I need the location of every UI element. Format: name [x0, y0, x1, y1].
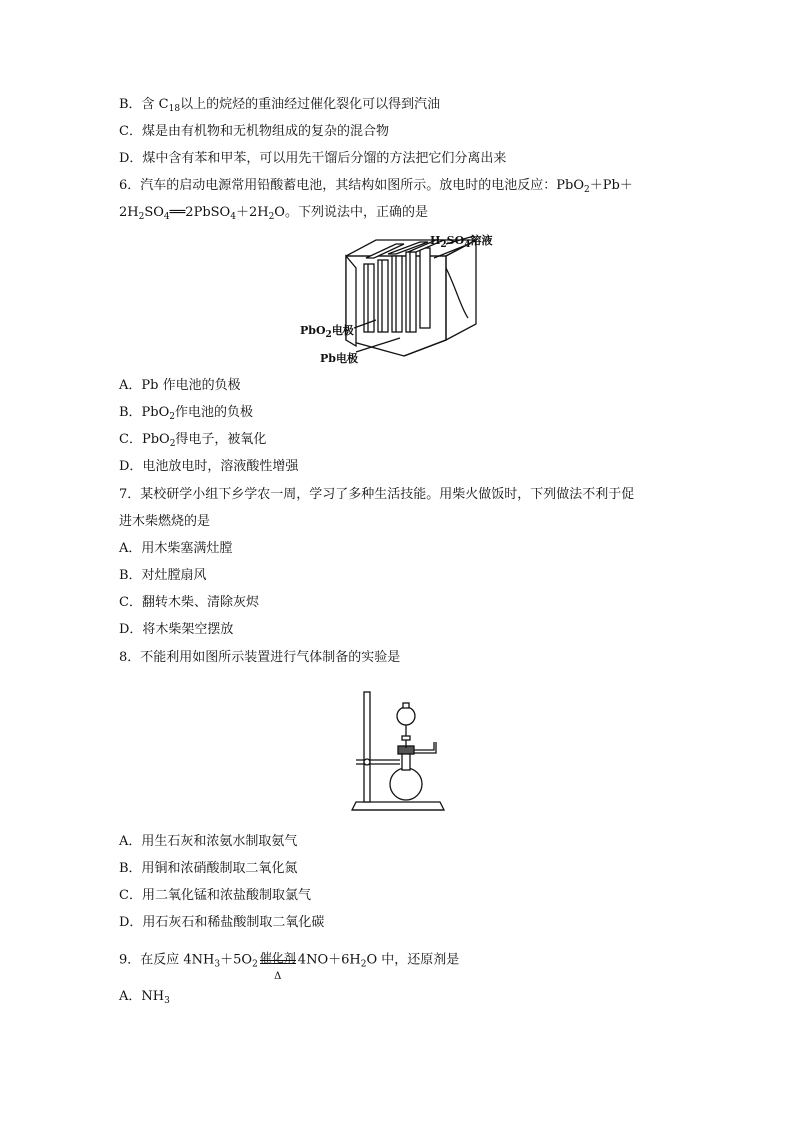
q6-stem2-c: ══2PbSO	[169, 205, 231, 220]
q6-stem2-sub2: 4	[163, 212, 170, 222]
q8-stem: 8．不能利用如图所示装置进行气体制备的实验是	[119, 650, 401, 665]
q5-option-d: D．煤中含有苯和甲苯，可以用先干馏后分馏的方法把它们分离出来	[119, 151, 507, 166]
q6-stem1-end: ＋Pb＋	[589, 178, 633, 193]
gas-apparatus-figure	[350, 688, 446, 816]
reaction-condition	[258, 945, 298, 982]
q8-option-c: C．用二氧化锰和浓盐酸制取氯气	[119, 888, 311, 903]
q5-option-c: C．煤是由有机物和无机物组成的复杂的混合物	[119, 124, 389, 139]
q9-sub1: 3	[214, 959, 221, 970]
q9-stem-b: ＋5O	[220, 952, 253, 968]
q7-stem-line2: 进木柴燃烧的是	[119, 514, 211, 529]
apparatus-drawing	[350, 688, 446, 816]
q6-stem2-sub3: 4	[230, 212, 236, 222]
q6-stem1-sub: 2	[584, 185, 590, 195]
q6-optB-a: B．PbO	[119, 405, 170, 420]
q9-option-a	[119, 988, 170, 1006]
q6-stem2-e: O。下列说法中，正确的是	[274, 205, 428, 220]
catalyst-label: 催化剂	[259, 951, 296, 965]
h2so4-b: SO	[446, 234, 465, 247]
q9-sub2: 2	[252, 959, 258, 970]
pbo2-b: 电极	[331, 324, 354, 337]
q6-stem-line2	[119, 204, 428, 222]
q5-option-b-text: B．含 C	[119, 97, 169, 112]
q5-option-b-text2: 以上的烷烃的重油经过催化裂化可以得到汽油	[180, 97, 441, 112]
q6-stem2-sub4: 2	[268, 212, 275, 222]
q6-optC-b: 得电子，被氧化	[175, 432, 267, 447]
q7-stem-line1: 7．某校研学小组下乡学农一周，学习了多种生活技能。用柴火做饭时，下列做法不利于促	[119, 487, 635, 502]
q6-stem1-text: 6．汽车的启动电源常用铅酸蓄电池，其结构如图所示。放电时的电池反应：PbO	[119, 178, 584, 193]
q9-stem	[119, 945, 460, 982]
q5-option-b-sub: 18	[168, 104, 181, 114]
q6-stem2-d: ＋2H	[235, 205, 269, 220]
q7-option-b: B．对灶膛扇风	[119, 568, 207, 583]
q6-option-b	[119, 404, 253, 422]
q9-sub3: 2	[360, 959, 367, 970]
q6-optB-sub: 2	[169, 412, 176, 422]
q5-option-b	[119, 96, 440, 114]
q8-option-d: D．用石灰石和稀盐酸制取二氧化碳	[119, 915, 325, 930]
h2so4-a: H	[430, 234, 441, 247]
pbo2-electrode-label	[300, 322, 354, 338]
q9-optA-a: A．NH	[119, 989, 165, 1004]
battery-drawing	[296, 228, 506, 370]
lead-acid-battery-figure	[296, 228, 506, 370]
q6-optC-a: C．PbO	[119, 432, 170, 447]
q6-option-c	[119, 431, 266, 449]
q6-option-d: D．电池放电时，溶液酸性增强	[119, 459, 299, 474]
q6-stem-line1	[119, 177, 633, 195]
h2so4-label	[430, 232, 492, 248]
q6-stem2-b: SO	[144, 205, 164, 220]
pbo2-a: PbO	[300, 324, 326, 337]
q6-stem2-sub1: 2	[138, 212, 145, 222]
q7-option-a: A．用木柴塞满灶膛	[119, 541, 233, 556]
q7-option-d: D．将木柴架空摆放	[119, 622, 234, 637]
q7-option-c: C．翻转木柴、清除灰烬	[119, 595, 259, 610]
q6-option-a: A．Pb 作电池的负极	[119, 378, 241, 393]
q9-stem-a: 9．在反应 4NH	[119, 952, 215, 968]
pbo2-sub: 2	[325, 330, 332, 340]
pb-electrode-label: Pb电极	[320, 352, 358, 365]
q6-optC-sub: 2	[169, 439, 176, 449]
h2so4-sub1: 2	[440, 240, 447, 250]
q9-optA-sub: 3	[164, 996, 170, 1006]
q8-option-b: B．用铜和浓硝酸制取二氧化氮	[119, 861, 298, 876]
q6-stem2-a: 2H	[119, 205, 139, 220]
h2so4-c: 溶液	[470, 234, 493, 247]
q6-optB-b: 作电池的负极	[175, 405, 254, 420]
q8-option-a: A．用生石灰和浓氨水制取氨气	[119, 834, 298, 849]
q9-stem-d: O 中，还原剂是	[366, 952, 460, 968]
heat-label: Δ	[274, 971, 282, 982]
q9-stem-c: 4NO＋6H	[297, 952, 361, 968]
h2so4-sub2: 4	[464, 240, 471, 250]
